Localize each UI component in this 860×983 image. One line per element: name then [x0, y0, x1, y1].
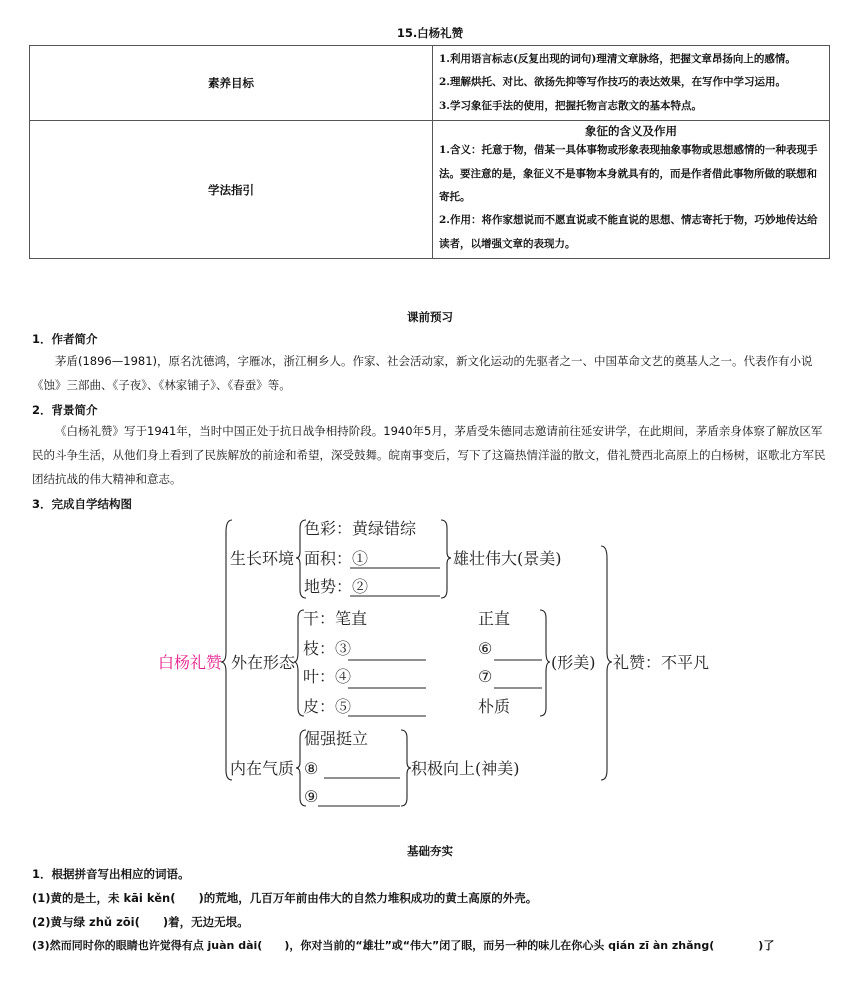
section-background-text: 《白杨礼赞》写于1941年，当时中国正处于抗日战争相持阶段。1940年5月，茅盾受朱德同志邀请前往延安讲学，在此期间，茅盾亲身体察了解放区军民的斗争生活，从他们身上看到了民族解放的前途和希望，深受鼓舞。皖南事变后，写下了这篇热情洋溢的散文，借礼赞西北高原上的白杨树，讴歌北方军民团结抗战的伟大精神和意志。	[32, 424, 826, 486]
page-title: 15.白杨礼赞	[396, 26, 464, 40]
b3-item: ⑧	[304, 759, 319, 778]
goals-table	[29, 45, 830, 259]
b2-item: 枝：③	[303, 639, 352, 658]
b3-item: 倔强挺立	[304, 729, 369, 748]
b3-right-brace	[401, 730, 411, 806]
section-background-title: 2．背景简介	[32, 403, 98, 417]
guide-subtitle: 象征的含义及作用	[585, 124, 677, 139]
section-structure-title: 3．完成自学结构图	[32, 497, 133, 511]
section-author-text: 茅盾(1896—1981)，原名沈德鸿，字雁冰，浙江桐乡人。作家、社会活动家，新文化运动的先驱者之一、中国革命文艺的奠基人之一。代表作有小说《蚀》三部曲、《子夜》、《林家铺子》、《春蚕》等。	[32, 354, 813, 392]
goals-row	[30, 46, 830, 121]
basics-item: (1)黄的是土，未 kāi kěn( )的荒地，几百万年前由伟大的自然力堆积成功的黄土高原的外壳。	[32, 891, 538, 905]
guide-row	[30, 121, 830, 259]
b2-label: 外在形态	[231, 653, 296, 672]
b2-mid: 朴质	[478, 697, 511, 716]
diagram-root: 白杨礼赞	[158, 653, 223, 672]
guide-item: 1.含义：托意于物，借某一具体事物或形象表现抽象事物或思想感情的一种表现手法。要注意的是，象征义不是事物本身就具有的，而是作者借此事物所做的联想和寄托。	[439, 144, 818, 204]
b2-item: 叶：④	[303, 667, 352, 686]
b3-result: 积极向上(神美)	[411, 759, 520, 778]
final-label: 礼赞：不平凡	[613, 653, 710, 672]
b2-item: 干：笔直	[303, 609, 368, 628]
basics-question: 1．根据拼音写出相应的词语。	[32, 867, 190, 881]
b2-mid: ⑦	[478, 667, 493, 686]
b2-result: (形美)	[551, 653, 596, 672]
b2-item: 皮：⑤	[303, 697, 352, 716]
basics-item: (3)然而同时你的眼睛也许觉得有点 juàn dài( )，你对当前的“雄壮”或“伟大”闭了眼，而另一种的味儿在你心头 qián zī àn zhǎng( )了	[32, 939, 775, 952]
goal-item: 1.利用语言标志(反复出现的词句)理清文章脉络，把握文章昂扬向上的感情。	[439, 53, 796, 65]
b1-right-brace	[441, 520, 451, 598]
b1-label: 生长环境	[230, 549, 295, 568]
guide-label: 学法指引	[30, 121, 433, 259]
goal-item: 2.理解烘托、对比、欲扬先抑等写作技巧的表达效果，在写作中学习运用。	[439, 76, 786, 89]
b1-item: 面积：①	[304, 549, 369, 568]
b2-mid: ⑥	[478, 639, 493, 658]
final-brace	[601, 546, 612, 780]
b1-item: 地势：②	[304, 577, 369, 596]
section-author-title: 1．作者简介	[32, 332, 98, 346]
basics-item: (2)黄与绿 zhǔ zōi( )着，无边无垠。	[32, 915, 249, 929]
goal-item: 3.学习象征手法的使用，把握托物言志散文的基本特点。	[439, 99, 702, 112]
guide-content	[433, 121, 830, 259]
b3-item: ⑨	[304, 787, 319, 806]
structure-diagram	[0, 512, 860, 812]
basics-title: 基础夯实	[407, 844, 453, 858]
b3-label: 内在气质	[230, 759, 295, 778]
b2-mid: 正直	[478, 609, 511, 628]
goals-content	[433, 46, 830, 121]
preview-title: 课前预习	[407, 310, 453, 324]
b1-item: 色彩：黄绿错综	[304, 519, 417, 538]
b1-result: 雄壮伟大(景美)	[453, 549, 562, 568]
guide-item: 2.作用：将作家想说而不愿直说或不能直说的思想、情志寄托于物，巧妙地传达给读者，以增强文章的表现力。	[439, 214, 818, 250]
goals-label: 素养目标	[30, 46, 433, 121]
b2-right-brace	[540, 610, 550, 716]
